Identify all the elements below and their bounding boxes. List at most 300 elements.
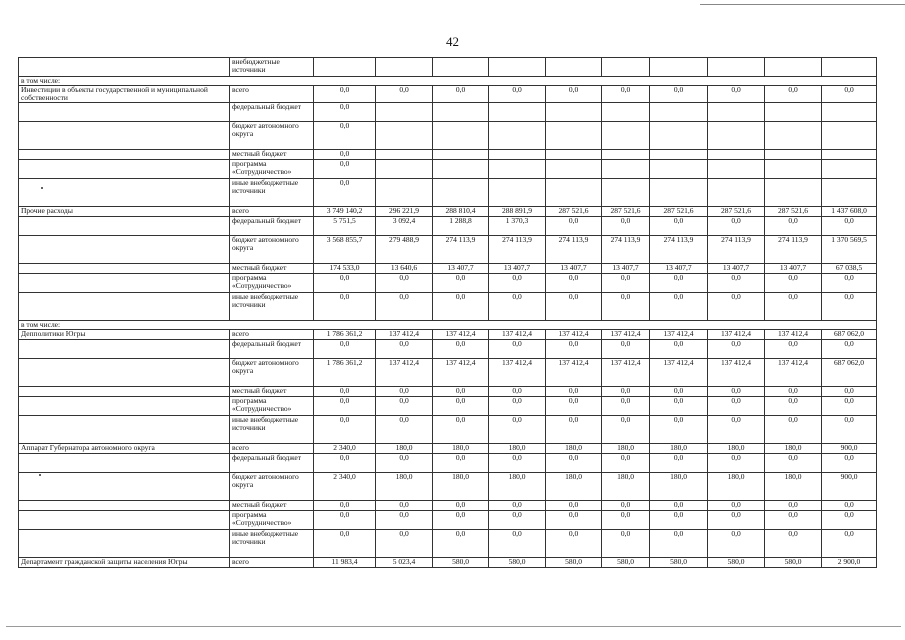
- value-cell: 0,0: [433, 454, 489, 473]
- value-cell: 0,0: [602, 217, 650, 236]
- expense-name-cell: [19, 397, 230, 416]
- value-cell: 0,0: [602, 501, 650, 511]
- value-cell: 180,0: [489, 473, 546, 501]
- value-cell: [376, 58, 433, 77]
- value-cell: [708, 103, 765, 122]
- expense-name-cell: Департамент гражданской защиты населения Югры: [19, 558, 230, 568]
- table-row: [19, 236, 877, 264]
- value-cell: 0,0: [376, 86, 433, 103]
- value-cell: 0,0: [708, 416, 765, 444]
- value-cell: 67 038,5: [822, 264, 877, 274]
- table-row: [19, 454, 877, 473]
- value-cell: 180,0: [602, 444, 650, 454]
- expense-name-cell: [19, 416, 230, 444]
- value-cell: 0,0: [602, 511, 650, 530]
- value-cell: [546, 179, 602, 207]
- value-cell: [650, 150, 708, 160]
- table-row: [19, 160, 877, 179]
- value-cell: 180,0: [376, 444, 433, 454]
- value-cell: 0,0: [546, 416, 602, 444]
- value-cell: 0,0: [822, 217, 877, 236]
- value-cell: 0,0: [433, 274, 489, 293]
- value-cell: 1 437 608,0: [822, 207, 877, 217]
- value-cell: 0,0: [602, 416, 650, 444]
- value-cell: 180,0: [546, 444, 602, 454]
- budget-table-body: [19, 58, 877, 568]
- value-cell: [765, 122, 822, 150]
- value-cell: 5 751,5: [314, 217, 376, 236]
- table-row: [19, 530, 877, 558]
- value-cell: [822, 122, 877, 150]
- value-cell: 180,0: [650, 473, 708, 501]
- value-cell: [489, 103, 546, 122]
- value-cell: 0,0: [765, 454, 822, 473]
- value-cell: [433, 179, 489, 207]
- value-cell: [489, 179, 546, 207]
- value-cell: [602, 58, 650, 77]
- value-cell: 0,0: [650, 530, 708, 558]
- value-cell: 0,0: [489, 387, 546, 397]
- value-cell: [650, 179, 708, 207]
- value-cell: [822, 160, 877, 179]
- value-cell: 0,0: [602, 530, 650, 558]
- value-cell: 137 412,4: [765, 359, 822, 387]
- value-cell: [822, 58, 877, 77]
- value-cell: 0,0: [650, 454, 708, 473]
- funding-source-cell: федеральный бюджет: [230, 103, 314, 122]
- value-cell: 0,0: [376, 397, 433, 416]
- value-cell: [822, 179, 877, 207]
- value-cell: 0,0: [433, 530, 489, 558]
- value-cell: 0,0: [314, 416, 376, 444]
- value-cell: 0,0: [765, 86, 822, 103]
- value-cell: [765, 150, 822, 160]
- table-row: [19, 558, 877, 568]
- value-cell: 0,0: [708, 387, 765, 397]
- value-cell: 0,0: [650, 217, 708, 236]
- value-cell: 900,0: [822, 444, 877, 454]
- value-cell: 13 407,7: [489, 264, 546, 274]
- value-cell: 287 521,6: [602, 207, 650, 217]
- value-cell: 0,0: [489, 340, 546, 359]
- value-cell: 0,0: [602, 454, 650, 473]
- value-cell: 287 521,6: [546, 207, 602, 217]
- value-cell: [489, 58, 546, 77]
- value-cell: 0,0: [822, 530, 877, 558]
- value-cell: 0,0: [708, 397, 765, 416]
- value-cell: 0,0: [489, 416, 546, 444]
- table-row: [19, 217, 877, 236]
- value-cell: 0,0: [546, 530, 602, 558]
- value-cell: [433, 150, 489, 160]
- funding-source-cell: бюджет автономного округа: [230, 473, 314, 501]
- value-cell: [765, 103, 822, 122]
- table-row: [19, 359, 877, 387]
- value-cell: 0,0: [314, 122, 376, 150]
- value-cell: 274 113,9: [650, 236, 708, 264]
- value-cell: 0,0: [546, 511, 602, 530]
- value-cell: [376, 103, 433, 122]
- table-row: [19, 274, 877, 293]
- expense-name-cell: Депполитики Югры: [19, 330, 230, 340]
- value-cell: 0,0: [546, 217, 602, 236]
- value-cell: [602, 179, 650, 207]
- value-cell: 137 412,4: [708, 330, 765, 340]
- budget-table: [18, 57, 877, 568]
- note-cell: в том числе:: [19, 321, 877, 330]
- value-cell: 274 113,9: [765, 236, 822, 264]
- value-cell: 0,0: [489, 511, 546, 530]
- funding-source-cell: федеральный бюджет: [230, 340, 314, 359]
- note-row: [19, 77, 877, 86]
- funding-source-cell: иные внебюджетные источники: [230, 179, 314, 207]
- table-row: [19, 86, 877, 103]
- value-cell: 180,0: [650, 444, 708, 454]
- value-cell: [433, 122, 489, 150]
- value-cell: 0,0: [314, 454, 376, 473]
- funding-source-cell: местный бюджет: [230, 501, 314, 511]
- value-cell: 1 786 361,2: [314, 359, 376, 387]
- value-cell: [546, 58, 602, 77]
- value-cell: 0,0: [765, 511, 822, 530]
- funding-source-cell: программа «Сотрудничество»: [230, 274, 314, 293]
- value-cell: 0,0: [314, 387, 376, 397]
- value-cell: 0,0: [314, 150, 376, 160]
- value-cell: 0,0: [650, 387, 708, 397]
- value-cell: 0,0: [433, 416, 489, 444]
- expense-name-cell: [19, 179, 230, 207]
- value-cell: [708, 160, 765, 179]
- value-cell: [708, 179, 765, 207]
- value-cell: 580,0: [546, 558, 602, 568]
- value-cell: [650, 122, 708, 150]
- value-cell: 288 810,4: [433, 207, 489, 217]
- value-cell: 180,0: [602, 473, 650, 501]
- value-cell: 580,0: [765, 558, 822, 568]
- value-cell: 180,0: [708, 473, 765, 501]
- value-cell: 137 412,4: [489, 359, 546, 387]
- value-cell: [708, 150, 765, 160]
- value-cell: 2 340,0: [314, 473, 376, 501]
- value-cell: 0,0: [765, 530, 822, 558]
- table-row: [19, 397, 877, 416]
- value-cell: [822, 103, 877, 122]
- funding-source-cell: иные внебюджетные источники: [230, 293, 314, 321]
- value-cell: [765, 179, 822, 207]
- value-cell: 180,0: [765, 444, 822, 454]
- value-cell: [489, 150, 546, 160]
- value-cell: 180,0: [546, 473, 602, 501]
- expense-name-cell: [19, 150, 230, 160]
- value-cell: 0,0: [822, 340, 877, 359]
- table-row: [19, 444, 877, 454]
- value-cell: 1 786 361,2: [314, 330, 376, 340]
- expense-name-cell: [19, 264, 230, 274]
- value-cell: 137 412,4: [376, 359, 433, 387]
- value-cell: 0,0: [708, 501, 765, 511]
- value-cell: 1 370,3: [489, 217, 546, 236]
- value-cell: 0,0: [376, 416, 433, 444]
- value-cell: 279 488,9: [376, 236, 433, 264]
- expense-name-cell: [19, 58, 230, 77]
- funding-source-cell: всего: [230, 86, 314, 103]
- value-cell: 0,0: [489, 86, 546, 103]
- value-cell: 0,0: [602, 293, 650, 321]
- value-cell: 180,0: [433, 473, 489, 501]
- value-cell: [650, 58, 708, 77]
- value-cell: 0,0: [602, 340, 650, 359]
- value-cell: 0,0: [433, 501, 489, 511]
- value-cell: 0,0: [489, 293, 546, 321]
- value-cell: 0,0: [314, 501, 376, 511]
- expense-name-cell: Аппарат Губернатора автономного округа: [19, 444, 230, 454]
- table-row: [19, 207, 877, 217]
- expense-name-cell: [19, 530, 230, 558]
- value-cell: 0,0: [765, 387, 822, 397]
- table-row: [19, 416, 877, 444]
- value-cell: 0,0: [650, 86, 708, 103]
- funding-source-cell: бюджет автономного округа: [230, 122, 314, 150]
- value-cell: 137 412,4: [650, 359, 708, 387]
- value-cell: 137 412,4: [433, 359, 489, 387]
- value-cell: 0,0: [650, 274, 708, 293]
- value-cell: 0,0: [376, 293, 433, 321]
- expense-name-cell: [19, 274, 230, 293]
- page-number: 42: [446, 34, 459, 49]
- value-cell: [765, 58, 822, 77]
- value-cell: 296 221,9: [376, 207, 433, 217]
- expense-name-cell: [19, 387, 230, 397]
- value-cell: 2 900,0: [822, 558, 877, 568]
- value-cell: 0,0: [546, 454, 602, 473]
- value-cell: [708, 58, 765, 77]
- expense-name-cell: [19, 454, 230, 473]
- value-cell: 0,0: [314, 103, 376, 122]
- funding-source-cell: иные внебюджетные источники: [230, 416, 314, 444]
- value-cell: 0,0: [602, 387, 650, 397]
- value-cell: 0,0: [650, 397, 708, 416]
- value-cell: [433, 160, 489, 179]
- value-cell: 0,0: [822, 416, 877, 444]
- value-cell: 11 983,4: [314, 558, 376, 568]
- value-cell: 0,0: [822, 86, 877, 103]
- value-cell: [314, 58, 376, 77]
- value-cell: 137 412,4: [376, 330, 433, 340]
- value-cell: 0,0: [546, 501, 602, 511]
- value-cell: 580,0: [602, 558, 650, 568]
- expense-name-cell: [19, 511, 230, 530]
- value-cell: 0,0: [765, 501, 822, 511]
- funding-source-cell: иные внебюджетные источники: [230, 530, 314, 558]
- value-cell: 580,0: [433, 558, 489, 568]
- value-cell: 137 412,4: [650, 330, 708, 340]
- value-cell: 0,0: [650, 511, 708, 530]
- value-cell: 180,0: [433, 444, 489, 454]
- scan-speck: [41, 187, 43, 189]
- expense-name-cell: [19, 293, 230, 321]
- expense-name-cell: [19, 122, 230, 150]
- value-cell: 13 407,7: [708, 264, 765, 274]
- funding-source-cell: программа «Сотрудничество»: [230, 160, 314, 179]
- value-cell: [376, 160, 433, 179]
- value-cell: 0,0: [546, 86, 602, 103]
- value-cell: [546, 122, 602, 150]
- value-cell: 5 023,4: [376, 558, 433, 568]
- value-cell: 0,0: [376, 454, 433, 473]
- value-cell: 274 113,9: [602, 236, 650, 264]
- funding-source-cell: всего: [230, 558, 314, 568]
- value-cell: 0,0: [708, 454, 765, 473]
- value-cell: 687 062,0: [822, 330, 877, 340]
- table-row: [19, 103, 877, 122]
- value-cell: 0,0: [314, 530, 376, 558]
- value-cell: [433, 103, 489, 122]
- value-cell: 0,0: [765, 274, 822, 293]
- value-cell: [708, 122, 765, 150]
- value-cell: 137 412,4: [602, 330, 650, 340]
- table-row: [19, 473, 877, 501]
- value-cell: 2 340,0: [314, 444, 376, 454]
- value-cell: [376, 179, 433, 207]
- expense-name-cell: [19, 236, 230, 264]
- value-cell: 1 370 569,5: [822, 236, 877, 264]
- value-cell: [602, 160, 650, 179]
- value-cell: [602, 122, 650, 150]
- value-cell: 174 533,0: [314, 264, 376, 274]
- value-cell: 0,0: [708, 86, 765, 103]
- value-cell: 0,0: [822, 387, 877, 397]
- value-cell: [546, 160, 602, 179]
- value-cell: 0,0: [765, 416, 822, 444]
- funding-source-cell: федеральный бюджет: [230, 454, 314, 473]
- value-cell: 0,0: [708, 511, 765, 530]
- value-cell: 0,0: [489, 530, 546, 558]
- value-cell: 13 407,7: [546, 264, 602, 274]
- funding-source-cell: программа «Сотрудничество»: [230, 397, 314, 416]
- value-cell: [433, 58, 489, 77]
- table-row: [19, 179, 877, 207]
- expense-name-cell: Инвестиции в объекты государственной и муниципальной собственности: [19, 86, 230, 103]
- value-cell: [602, 150, 650, 160]
- value-cell: 3 749 140,2: [314, 207, 376, 217]
- value-cell: 137 412,4: [708, 359, 765, 387]
- value-cell: 0,0: [602, 86, 650, 103]
- value-cell: 180,0: [376, 473, 433, 501]
- value-cell: 580,0: [489, 558, 546, 568]
- table-row: [19, 122, 877, 150]
- value-cell: 900,0: [822, 473, 877, 501]
- value-cell: 274 113,9: [546, 236, 602, 264]
- funding-source-cell: федеральный бюджет: [230, 217, 314, 236]
- funding-source-cell: местный бюджет: [230, 387, 314, 397]
- value-cell: 0,0: [708, 340, 765, 359]
- value-cell: [546, 150, 602, 160]
- value-cell: [546, 103, 602, 122]
- funding-source-cell: всего: [230, 444, 314, 454]
- expense-name-cell: [19, 160, 230, 179]
- value-cell: 0,0: [314, 293, 376, 321]
- value-cell: 3 092,4: [376, 217, 433, 236]
- value-cell: [489, 160, 546, 179]
- expense-name-cell: [19, 359, 230, 387]
- value-cell: 0,0: [376, 530, 433, 558]
- expense-name-cell: [19, 217, 230, 236]
- value-cell: 137 412,4: [765, 330, 822, 340]
- value-cell: 0,0: [822, 511, 877, 530]
- value-cell: 13 407,7: [650, 264, 708, 274]
- value-cell: 0,0: [822, 501, 877, 511]
- value-cell: 3 568 855,7: [314, 236, 376, 264]
- value-cell: 180,0: [489, 444, 546, 454]
- value-cell: 580,0: [650, 558, 708, 568]
- value-cell: 687 062,0: [822, 359, 877, 387]
- value-cell: 0,0: [765, 340, 822, 359]
- value-cell: [822, 150, 877, 160]
- value-cell: 0,0: [314, 160, 376, 179]
- note-cell: в том числе:: [19, 77, 877, 86]
- value-cell: 0,0: [314, 86, 376, 103]
- value-cell: 0,0: [708, 274, 765, 293]
- value-cell: 137 412,4: [602, 359, 650, 387]
- value-cell: 0,0: [433, 86, 489, 103]
- value-cell: 137 412,4: [546, 359, 602, 387]
- value-cell: 1 288,8: [433, 217, 489, 236]
- value-cell: 0,0: [546, 293, 602, 321]
- value-cell: 0,0: [314, 397, 376, 416]
- value-cell: 274 113,9: [489, 236, 546, 264]
- value-cell: 274 113,9: [708, 236, 765, 264]
- table-row: [19, 340, 877, 359]
- value-cell: 0,0: [650, 340, 708, 359]
- expense-name-cell: Прочие расходы: [19, 207, 230, 217]
- scan-speck: [39, 474, 41, 476]
- value-cell: [489, 122, 546, 150]
- value-cell: [650, 103, 708, 122]
- value-cell: 13 407,7: [602, 264, 650, 274]
- value-cell: 13 407,7: [433, 264, 489, 274]
- funding-source-cell: местный бюджет: [230, 150, 314, 160]
- table-row: [19, 511, 877, 530]
- funding-source-cell: бюджет автономного округа: [230, 359, 314, 387]
- value-cell: 0,0: [489, 454, 546, 473]
- value-cell: 180,0: [708, 444, 765, 454]
- table-row: [19, 501, 877, 511]
- value-cell: 287 521,6: [765, 207, 822, 217]
- expense-name-cell: [19, 473, 230, 501]
- table-row: [19, 293, 877, 321]
- value-cell: 287 521,6: [708, 207, 765, 217]
- scan-edge-line-top: [700, 4, 905, 5]
- value-cell: 0,0: [376, 387, 433, 397]
- value-cell: 0,0: [376, 340, 433, 359]
- value-cell: 0,0: [708, 217, 765, 236]
- funding-source-cell: внебюджетные источники: [230, 58, 314, 77]
- value-cell: 13 407,7: [765, 264, 822, 274]
- value-cell: 0,0: [765, 397, 822, 416]
- note-row: [19, 321, 877, 330]
- value-cell: 0,0: [314, 511, 376, 530]
- value-cell: 0,0: [433, 387, 489, 397]
- value-cell: 0,0: [822, 293, 877, 321]
- value-cell: 13 640,6: [376, 264, 433, 274]
- funding-source-cell: всего: [230, 330, 314, 340]
- value-cell: 0,0: [822, 397, 877, 416]
- value-cell: [650, 160, 708, 179]
- value-cell: 0,0: [546, 274, 602, 293]
- value-cell: 0,0: [822, 274, 877, 293]
- value-cell: 288 891,9: [489, 207, 546, 217]
- funding-source-cell: местный бюджет: [230, 264, 314, 274]
